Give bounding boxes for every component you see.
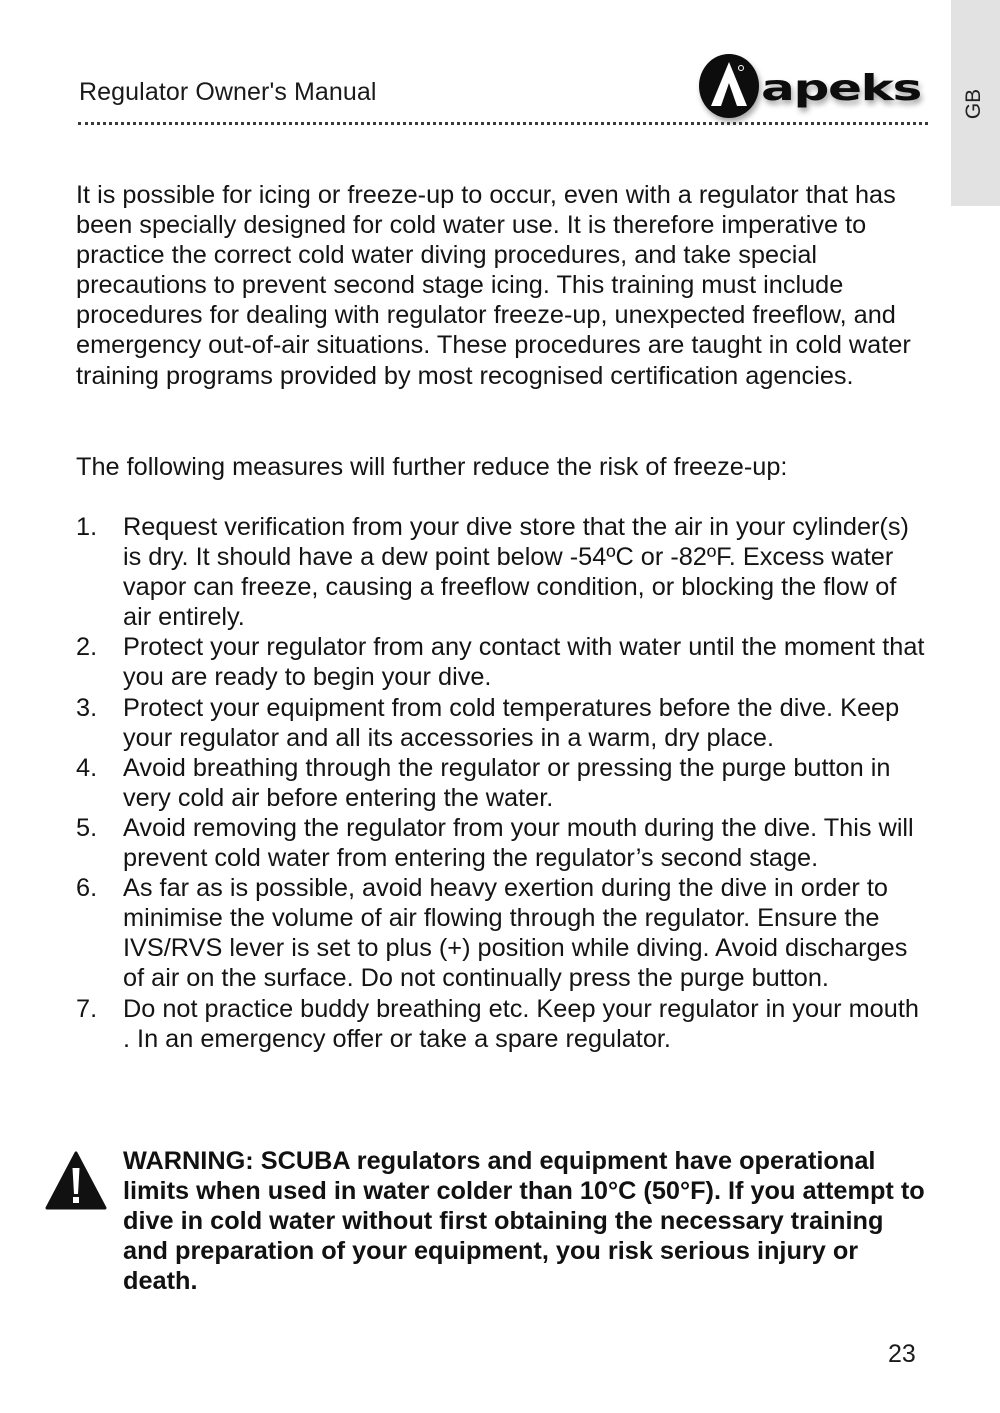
warning-triangle-icon — [44, 1150, 108, 1212]
list-item-number: 7. — [76, 994, 98, 1023]
list-item — [76, 693, 926, 753]
intro-paragraph: It is possible for icing or freeze-up to occur, even with a regulator that has been specially designed for cold water use. It is therefore imperative to practice the correct cold water diving procedures, and take special precautions to prevent second stage icing. This training must include procedures for dealing with regulator freeze-up, unexpected freeflow, and emergency out-of-air situations. These procedures are taught in cold water training programs provided by most recognised certification agencies. — [76, 181, 911, 390]
list-item — [76, 753, 926, 813]
lead-in-sentence: The following measures will further reduce the risk of freeze-up: — [76, 453, 788, 481]
list-item-text: Avoid removing the regulator from your mouth during the dive. This will prevent cold water from entering the regulator’s second stage. — [123, 813, 914, 873]
list-item-number: 3. — [76, 693, 98, 722]
list-item-number: 4. — [76, 753, 98, 782]
precaution-list — [76, 512, 926, 1054]
list-item-text: Protect your equipment from cold temperatures before the dive. Keep your regulator and all its accessories in a warm, dry place. — [123, 693, 900, 752]
list-item-number: 5. — [76, 813, 98, 842]
language-tab-label: GB — [962, 88, 985, 120]
list-item-number: 2. — [76, 633, 98, 662]
list-item-text: Do not practice buddy breathing etc. Keep your regulator in your mouth . In an emergency offer or take a spare regulator. — [123, 994, 919, 1053]
page-header-title: Regulator Owner's Manual — [79, 78, 377, 106]
logo-wordmark: apeks — [761, 68, 921, 109]
list-item — [76, 873, 926, 993]
list-item-text: Request verification from your dive store that the air in your cylinder(s) is dry. It should have a dew point below -54ºC or -82ºF. Excess water vapor can freeze, causing a freeflow condition, or blocking the flow of air entirely. — [123, 513, 909, 632]
header-divider — [78, 122, 928, 125]
list-item — [76, 512, 926, 632]
list-item — [76, 813, 926, 873]
list-item-text: Avoid breathing through the regulator or pressing the purge button in very cold air before entering the water. — [123, 753, 891, 812]
list-item-text: Protect your regulator from any contact with water until the moment that you are ready to begin your dive. — [123, 633, 925, 692]
list-item — [76, 994, 926, 1054]
list-item-number: 1. — [76, 513, 98, 541]
list-item — [76, 632, 926, 692]
warning-statement: WARNING: SCUBA regulators and equipment have operational limits when used in water colder than 10°C (50°F). If you attempt to dive in cold water without first obtaining the necessary training and preparation of your equipment, you risk serious injury or death. — [123, 1147, 925, 1296]
page-number: 23 — [888, 1340, 916, 1368]
list-item-number: 6. — [76, 874, 98, 903]
list-item-text: As far as is possible, avoid heavy exertion during the dive in order to minimise the volume of air flowing through the regulator. Ensure the IVS/RVS lever is set to plus (+) position while diving. Avoid discharges of air on the surface. Do not continually press the purge button. — [123, 874, 908, 993]
apeks-logo — [695, 50, 935, 128]
